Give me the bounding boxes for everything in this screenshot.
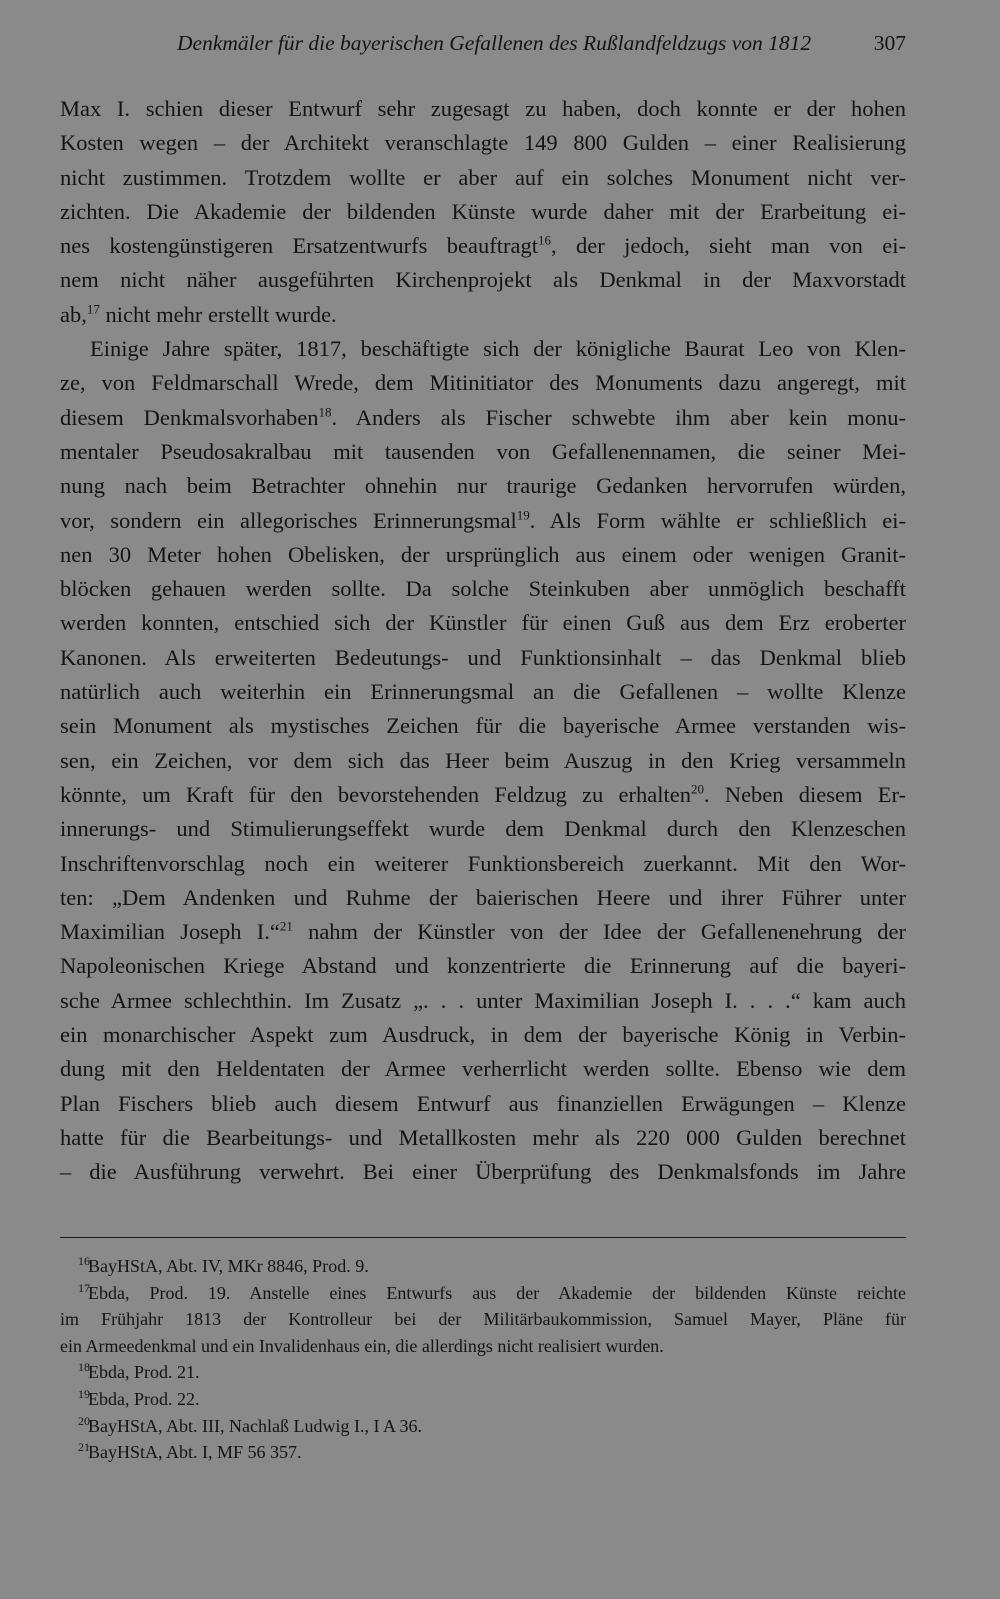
text-line: nes kostengünstigeren Ersatzentwurfs beauftragt$^{16}$, der jedoch, sieht man von ei-	[60, 232, 906, 259]
text-line: zichten. Die Akademie der bildenden Künste wurde daher mit der Erarbeitung ei-	[60, 198, 906, 224]
text-line: natürlich auch weiterhin ein Erinnerungsmal an die Gefallenen – wollte Klenze	[60, 679, 906, 705]
footnote-ref: 16	[538, 232, 552, 248]
text-line: innerungs- und Stimulierungseffekt wurde dem Denkmal durch den Klenzeschen	[60, 816, 906, 842]
text-line: Max I. schien dieser Entwurf sehr zugesagt zu haben, doch konnte er der hohen	[60, 96, 906, 121]
text-line: diesem Denkmalsvorhaben$^{18}$. Anders als Fischer schwebte ihm aber kein monu-	[60, 404, 906, 430]
text-line: werden konnten, entschied sich der Künstler für einen Guß aus dem Erz eroberter	[60, 610, 906, 636]
footnote: 21BayHStA, Abt. I, MF 56 357.	[78, 1440, 302, 1463]
text-line: ze, von Feldmarschall Wrede, dem Mitinitiator des Monuments dazu angeregt, mit	[60, 370, 906, 396]
text-line: vor, sondern ein allegorisches Erinnerungsmal$^{19}$. Als Form wählte er schließlich ei-	[60, 507, 906, 533]
footnote: 17Ebda, Prod. 19. Anstelle eines Entwurfs aus der Akademie der bildenden Künste reichte	[78, 1280, 906, 1303]
running-title: Denkmäler für die bayerischen Gefallenen des Rußlandfeldzugs von 1812	[177, 31, 812, 55]
text-line: nen 30 Meter hohen Obelisken, der ursprünglich aus einem oder wenigen Granit-	[60, 541, 906, 567]
text-line: Einige Jahre später, 1817, beschäftigte sich der königliche Baurat Leo von Klen-	[90, 336, 906, 362]
footnote-ref: 21	[279, 918, 293, 934]
text-line: nung nach beim Betrachter ohnehin nur traurige Gedanken hervorrufen würden,	[60, 473, 906, 499]
text-line: sen, ein Zeichen, vor dem sich das Heer beim Auszug in den Krieg versammeln	[60, 747, 906, 773]
text-line: Kosten wegen – der Architekt veranschlagte 149 800 Gulden – einer Realisierung	[60, 130, 906, 156]
running-header	[60, 27, 906, 59]
text-line: Plan Fischers blieb auch diesem Entwurf aus finanziellen Erwägungen – Klenze	[60, 1090, 906, 1116]
text-line: Kanonen. Als erweiterten Bedeutungs- und Funktionsinhalt – das Denkmal blieb	[60, 644, 906, 670]
text-line: nicht zustimmen. Trotzdem wollte er aber auf ein solches Monument nicht ver-	[60, 164, 906, 190]
text-line: ab,$^{17}$ nicht mehr erstellt wurde.	[60, 301, 337, 327]
footnote: 19Ebda, Prod. 22.	[78, 1386, 200, 1409]
footnote-ref: 18	[318, 404, 332, 420]
text-line: – die Ausführung verwehrt. Bei einer Überprüfung des Denkmalsfonds im Jahre	[60, 1159, 906, 1185]
text-line: sein Monument als mystisches Zeichen für die bayerische Armee verstanden wis-	[60, 713, 906, 739]
text-line: könnte, um Kraft für den bevorstehenden Feldzug zu erhalten$^{20}$. Neben diesem Er-	[60, 781, 906, 807]
text-line: hatte für die Bearbeitungs- und Metallkosten mehr als 220 000 Gulden berechnet	[60, 1124, 906, 1150]
footnote: 20BayHStA, Abt. III, Nachlaß Ludwig I., I A 36.	[78, 1413, 422, 1436]
text-line: sche Armee schlechthin. Im Zusatz „. . . unter Maximilian Joseph I. . . .“ kam auch	[60, 987, 906, 1013]
footnote-separator	[60, 1237, 906, 1238]
text-line: Inschriftenvorschlag noch ein weiterer Funktionsbereich zuerkannt. Mit den Wor-	[60, 850, 906, 876]
text-line: ten: „Dem Andenken und Ruhme der baierischen Heere und ihrer Führer unter	[60, 884, 906, 910]
footnote-ref: 17	[86, 301, 100, 317]
page-number: 307	[873, 31, 906, 55]
footnote-continuation: im Frühjahr 1813 der Kontrolleur bei der Militärbaukommission, Samuel Mayer, Pläne für	[60, 1309, 906, 1330]
body-text	[60, 92, 906, 1190]
text-line: dung mit den Heldentaten der Armee verherrlicht werden sollte. Ebenso wie dem	[60, 1056, 906, 1082]
text-line: Napoleonischen Kriege Abstand und konzentrierte die Erinnerung auf die bayeri-	[60, 953, 906, 979]
text-line: mentaler Pseudosakralbau mit tausenden von Gefallenennamen, die seiner Mei-	[60, 438, 906, 464]
text-line: nem nicht näher ausgeführten Kirchenprojekt als Denkmal in der Maxvorstadt	[60, 267, 906, 293]
footnotes	[60, 1253, 906, 1466]
text-line: Maximilian Joseph I.“$^{21}$ nahm der Künstler von der Idee der Gefallenenehrung der	[60, 918, 907, 945]
text-line: ein monarchischer Aspekt zum Ausdruck, in dem der bayerische König in Verbin-	[60, 1022, 906, 1048]
footnote-ref: 20	[690, 781, 704, 797]
text-line: blöcken gehauen werden sollte. Da solche Steinkuben aber unmöglich beschafft	[60, 576, 906, 602]
footnote: 16BayHStA, Abt. IV, MKr 8846, Prod. 9.	[78, 1254, 369, 1276]
footnote: 18Ebda, Prod. 21.	[78, 1360, 200, 1383]
footnote-continuation: ein Armeedenkmal und ein Invalidenhaus ein, die allerdings nicht realisiert wurden.	[60, 1335, 664, 1356]
footnote-ref: 19	[516, 507, 530, 523]
